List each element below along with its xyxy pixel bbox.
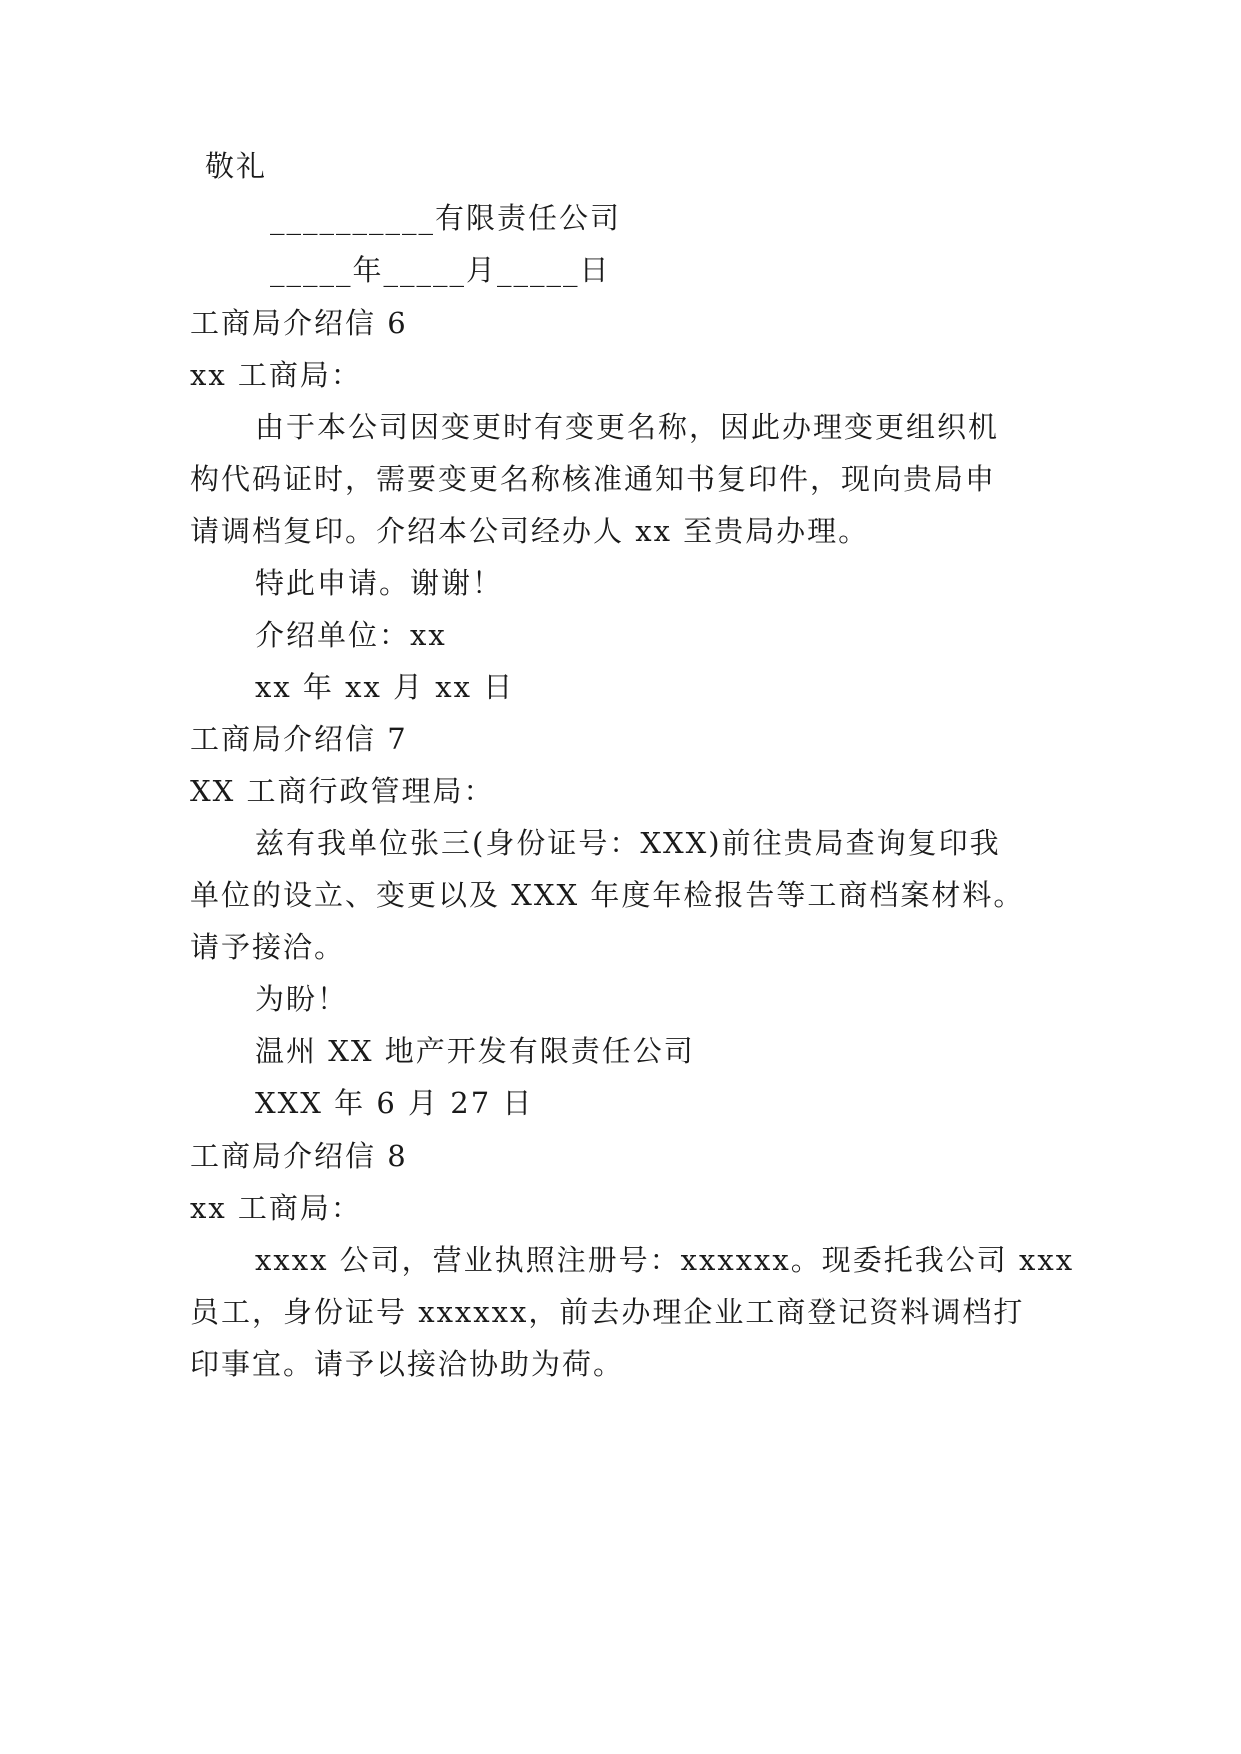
- letter7-company: 温州 XX 地产开发有限责任公司: [255, 1034, 695, 1068]
- letter6-body-line-2: 构代码证时，需要变更名称核准通知书复印件，现向贵局申: [190, 462, 997, 496]
- letter6-title: 工商局介绍信 6: [190, 306, 408, 340]
- closing-company-line: __________有限责任公司: [270, 201, 622, 235]
- letter6-body-line-1: 由于本公司因变更时有变更名称，因此办理变更组织机: [255, 410, 1000, 444]
- letter6-date: xx 年 xx 月 xx 日: [255, 670, 515, 704]
- letter8-body-line-1: xxxx 公司，营业执照注册号：xxxxxx。现委托我公司 xxx: [255, 1243, 1075, 1277]
- letter6-addressee: xx 工商局：: [190, 358, 362, 392]
- closing-date-line: _____年_____月_____日: [270, 253, 611, 287]
- letter6-thanks: 特此申请。谢谢！: [255, 566, 504, 600]
- letter7-date: XXX 年 6 月 27 日: [255, 1086, 534, 1120]
- letter7-closing: 为盼！: [255, 982, 349, 1016]
- letter7-body-line-3: 请予接洽。: [190, 930, 346, 964]
- letter7-body-line-2: 单位的设立、变更以及 XXX 年度年检报告等工商档案材料。: [190, 878, 1025, 912]
- letter8-body-line-2: 员工，身份证号 xxxxxx，前去办理企业工商登记资料调档打: [190, 1295, 1025, 1329]
- letter7-addressee: XX 工商行政管理局：: [190, 774, 495, 808]
- letter6-body-line-3: 请调档复印。介绍本公司经办人 xx 至贵局办理。: [190, 514, 870, 548]
- closing-salute: 敬礼: [205, 149, 268, 183]
- letter8-title: 工商局介绍信 8: [190, 1139, 408, 1173]
- letter8-body-line-3: 印事宜。请予以接洽协助为荷。: [190, 1347, 625, 1381]
- letter6-unit: 介绍单位：xx: [255, 618, 447, 652]
- letter7-title: 工商局介绍信 7: [190, 722, 408, 756]
- letter7-body-line-1: 兹有我单位张三(身份证号：XXX)前往贵局查询复印我: [255, 826, 1001, 860]
- letter8-addressee: xx 工商局：: [190, 1191, 362, 1225]
